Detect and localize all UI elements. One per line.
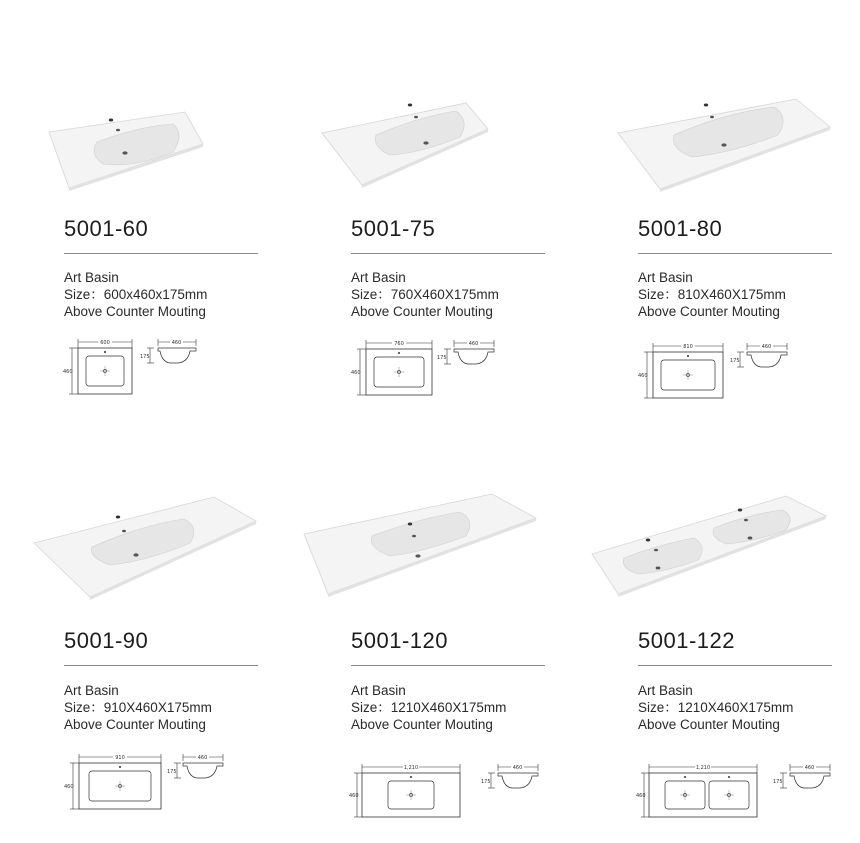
width-dim-label: 810 bbox=[683, 344, 693, 350]
product-mounting: Above Counter Mouting bbox=[64, 304, 206, 319]
depth-dim-label: 460 bbox=[349, 793, 359, 799]
technical-drawing bbox=[61, 751, 231, 813]
side-depth-label: 460 bbox=[468, 341, 479, 347]
side-depth-label: 460 bbox=[804, 765, 815, 771]
height-dim-label: 175 bbox=[437, 355, 447, 361]
depth-dim-label: 460 bbox=[64, 784, 74, 790]
side-depth-label: 460 bbox=[761, 344, 772, 350]
model-title: 5001-120 bbox=[351, 628, 448, 653]
depth-dim-label: 460 bbox=[638, 373, 648, 379]
divider bbox=[351, 665, 545, 666]
technical-drawing bbox=[348, 761, 548, 823]
side-depth-label: 460 bbox=[512, 765, 523, 771]
height-dim-label: 175 bbox=[730, 358, 740, 364]
model-title: 5001-90 bbox=[64, 628, 149, 653]
product-size: Size：1210X460X175mm bbox=[351, 700, 507, 715]
width-dim-label: 1,210 bbox=[695, 765, 711, 771]
basin-photo-5001-75 bbox=[318, 97, 490, 193]
model-title: 5001-60 bbox=[64, 216, 149, 241]
side-depth-label: 460 bbox=[171, 340, 182, 346]
divider bbox=[64, 253, 258, 254]
basin-photo-5001-80 bbox=[614, 97, 834, 196]
depth-dim-label: 460 bbox=[351, 370, 361, 376]
product-description bbox=[638, 682, 793, 733]
product-mounting: Above Counter Mouting bbox=[351, 304, 493, 319]
product-mounting: Above Counter Mouting bbox=[351, 717, 493, 732]
height-dim-label: 175 bbox=[140, 354, 150, 360]
product-description bbox=[351, 269, 499, 320]
product-mounting: Above Counter Mouting bbox=[638, 717, 780, 732]
product-size: Size：910X460X175mm bbox=[64, 700, 212, 715]
product-description bbox=[638, 269, 786, 320]
width-dim-label: 600 bbox=[100, 340, 110, 346]
basin-photo-5001-122 bbox=[590, 492, 830, 602]
product-size: Size：1210X460X175mm bbox=[638, 700, 794, 715]
side-depth-label: 460 bbox=[197, 755, 208, 761]
width-dim-label: 1,210 bbox=[403, 765, 419, 771]
basin-photo-5001-120 bbox=[300, 490, 540, 602]
technical-drawing bbox=[60, 336, 205, 398]
height-dim-label: 175 bbox=[773, 779, 783, 785]
divider bbox=[638, 253, 832, 254]
divider bbox=[638, 665, 832, 666]
divider bbox=[351, 253, 545, 254]
technical-drawing bbox=[635, 340, 795, 402]
product-size: Size：600x460x175mm bbox=[64, 287, 208, 302]
product-description bbox=[64, 269, 207, 320]
product-description bbox=[351, 682, 506, 733]
product-mounting: Above Counter Mouting bbox=[64, 717, 206, 732]
divider bbox=[64, 665, 258, 666]
product-type: Art Basin bbox=[351, 270, 406, 285]
product-type: Art Basin bbox=[64, 270, 119, 285]
product-description bbox=[64, 682, 212, 733]
product-size: Size：810X460X175mm bbox=[638, 287, 786, 302]
width-dim-label: 910 bbox=[115, 755, 125, 761]
height-dim-label: 175 bbox=[167, 769, 177, 775]
model-title: 5001-80 bbox=[638, 216, 723, 241]
product-type: Art Basin bbox=[638, 683, 693, 698]
product-type: Art Basin bbox=[638, 270, 693, 285]
basin-photo-5001-60 bbox=[45, 100, 205, 204]
depth-dim-label: 460 bbox=[63, 369, 73, 375]
height-dim-label: 175 bbox=[481, 779, 491, 785]
product-type: Art Basin bbox=[351, 683, 406, 698]
technical-drawing bbox=[635, 761, 840, 823]
product-size: Size：760X460X175mm bbox=[351, 287, 499, 302]
depth-dim-label: 460 bbox=[636, 793, 646, 799]
width-dim-label: 760 bbox=[394, 341, 404, 347]
technical-drawing bbox=[348, 337, 503, 399]
basin-photo-5001-90 bbox=[30, 493, 260, 605]
model-title: 5001-122 bbox=[638, 628, 735, 653]
model-title: 5001-75 bbox=[351, 216, 436, 241]
product-type: Art Basin bbox=[64, 683, 119, 698]
product-mounting: Above Counter Mouting bbox=[638, 304, 780, 319]
